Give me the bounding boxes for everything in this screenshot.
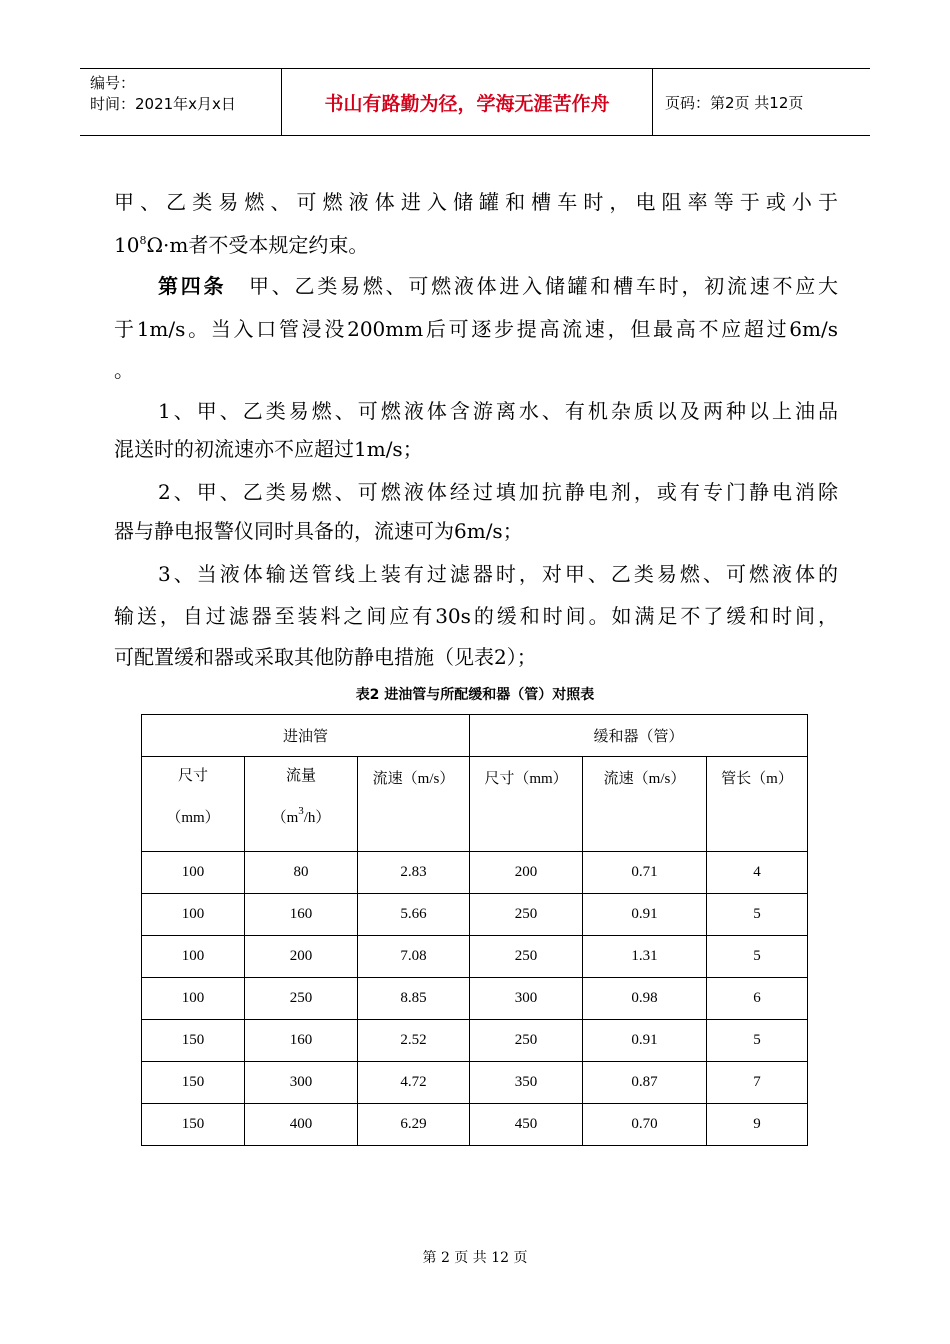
cell-buffer-size: 200 bbox=[470, 852, 583, 894]
cell-buffer-velocity: 0.91 bbox=[583, 894, 707, 936]
cell-buffer-length: 5 bbox=[707, 1020, 808, 1062]
time-label: 时间：2021年x月x日 bbox=[90, 95, 236, 113]
cell-buffer-velocity: 0.91 bbox=[583, 1020, 707, 1062]
col-header-buffer-velocity: 流速（m/s） bbox=[583, 757, 707, 852]
table-row bbox=[142, 852, 808, 894]
paragraph-5-line-1: 3、当液体输送管线上装有过滤器时，对甲、乙类易燃、可燃液体的 bbox=[158, 562, 838, 586]
group-header-inlet-pipe: 进油管 bbox=[142, 715, 470, 757]
cell-flow: 300 bbox=[245, 1062, 358, 1104]
cell-size: 100 bbox=[142, 936, 245, 978]
cell-buffer-velocity: 0.87 bbox=[583, 1062, 707, 1104]
paragraph-1-line-2 bbox=[114, 229, 838, 258]
table-row bbox=[142, 978, 808, 1020]
cell-velocity: 2.83 bbox=[358, 852, 470, 894]
cell-buffer-size: 350 bbox=[470, 1062, 583, 1104]
header-motto: 书山有路勤为径，学海无涯苦作舟 bbox=[281, 69, 653, 135]
flow-unit-base: （m bbox=[271, 810, 299, 826]
table-body bbox=[142, 852, 808, 1146]
resistivity-rest: Ω·m者不受本规定约束。 bbox=[146, 233, 369, 257]
cell-buffer-length: 7 bbox=[707, 1062, 808, 1104]
cell-buffer-size: 250 bbox=[470, 1020, 583, 1062]
table-row bbox=[142, 894, 808, 936]
paragraph-3-line-2: 混送时的初流速亦不应超过1m/s； bbox=[114, 437, 423, 461]
cell-buffer-length: 9 bbox=[707, 1104, 808, 1146]
cell-velocity: 7.08 bbox=[358, 936, 470, 978]
cell-flow: 160 bbox=[245, 894, 358, 936]
cell-velocity: 2.52 bbox=[358, 1020, 470, 1062]
col-header-velocity: 流速（m/s） bbox=[358, 757, 470, 852]
table-row bbox=[142, 1104, 808, 1146]
cell-buffer-size: 250 bbox=[470, 936, 583, 978]
col-header-buffer-size: 尺寸（mm） bbox=[470, 757, 583, 852]
cell-buffer-velocity: 0.70 bbox=[583, 1104, 707, 1146]
number-label: 编号： bbox=[90, 74, 136, 92]
cell-size: 150 bbox=[142, 1104, 245, 1146]
paragraph-4-line-2: 器与静电报警仪同时具备的，流速可为6m/s； bbox=[114, 519, 523, 543]
header-meta bbox=[80, 69, 281, 135]
cell-velocity: 5.66 bbox=[358, 894, 470, 936]
col-header-buffer-length: 管长（m） bbox=[707, 757, 808, 852]
cell-buffer-size: 300 bbox=[470, 978, 583, 1020]
flow-label: 流量 bbox=[285, 768, 316, 784]
cell-buffer-velocity: 0.98 bbox=[583, 978, 707, 1020]
table-caption: 表2 进油管与所配缓和器（管）对照表 bbox=[355, 687, 595, 703]
col-header-flow bbox=[245, 757, 358, 852]
col-header-size bbox=[142, 757, 245, 852]
cell-flow: 400 bbox=[245, 1104, 358, 1146]
header-page-info: 页码：第2页 共12页 bbox=[665, 93, 804, 112]
table-row bbox=[142, 1062, 808, 1104]
size-unit: （mm） bbox=[166, 810, 220, 826]
flow-unit-exponent: 3 bbox=[298, 805, 304, 817]
cell-velocity: 4.72 bbox=[358, 1062, 470, 1104]
cell-buffer-velocity: 1.31 bbox=[583, 936, 707, 978]
table-row bbox=[142, 1020, 808, 1062]
cell-buffer-length: 4 bbox=[707, 852, 808, 894]
cell-flow: 250 bbox=[245, 978, 358, 1020]
cell-velocity: 8.85 bbox=[358, 978, 470, 1020]
cell-buffer-length: 5 bbox=[707, 894, 808, 936]
paragraph-2-line-2: 于1m/s。当入口管浸没200mm后可逐步提高流速，但最高不应超过6m/s bbox=[114, 317, 838, 341]
cell-buffer-size: 450 bbox=[470, 1104, 583, 1146]
page-footer: 第 2 页 共 12 页 bbox=[422, 1250, 528, 1266]
size-label: 尺寸 bbox=[177, 768, 208, 784]
cell-buffer-length: 5 bbox=[707, 936, 808, 978]
paragraph-3-line-1: 1、甲、乙类易燃、可燃液体含游离水、有机杂质以及两种以上油品 bbox=[158, 399, 838, 423]
article-label: 第四条 bbox=[158, 274, 227, 298]
article-text: 甲、乙类易燃、可燃液体进入储罐和槽车时，初流速不应大 bbox=[246, 274, 839, 298]
cell-buffer-velocity: 0.71 bbox=[583, 852, 707, 894]
paragraph-2-line-1 bbox=[158, 270, 838, 299]
cell-size: 150 bbox=[142, 1062, 245, 1104]
cell-flow: 160 bbox=[245, 1020, 358, 1062]
cell-buffer-length: 6 bbox=[707, 978, 808, 1020]
group-header-buffer: 缓和器（管） bbox=[470, 715, 808, 757]
flow-unit-rest: /h） bbox=[303, 810, 331, 826]
cell-size: 100 bbox=[142, 852, 245, 894]
cell-flow: 80 bbox=[245, 852, 358, 894]
resistivity-exponent: 8 bbox=[139, 234, 147, 247]
paragraph-1-line-1: 甲、乙类易燃、可燃液体进入储罐和槽车时，电阻率等于或小于 bbox=[114, 190, 838, 214]
paragraph-5-line-3: 可配置缓和器或采取其他防静电措施（见表2）； bbox=[114, 645, 537, 669]
comparison-table bbox=[141, 714, 808, 1146]
table-row bbox=[142, 936, 808, 978]
cell-size: 100 bbox=[142, 894, 245, 936]
cell-flow: 200 bbox=[245, 936, 358, 978]
paragraph-5-line-2: 输送，自过滤器至装料之间应有30s的缓和时间。如满足不了缓和时间， bbox=[114, 604, 838, 628]
resistivity-base: 10 bbox=[114, 233, 140, 257]
cell-size: 100 bbox=[142, 978, 245, 1020]
paragraph-2-line-3: 。 bbox=[114, 358, 134, 382]
cell-velocity: 6.29 bbox=[358, 1104, 470, 1146]
cell-size: 150 bbox=[142, 1020, 245, 1062]
cell-buffer-size: 250 bbox=[470, 894, 583, 936]
page-header bbox=[80, 68, 870, 136]
paragraph-4-line-1: 2、甲、乙类易燃、可燃液体经过填加抗静电剂，或有专门静电消除 bbox=[158, 480, 838, 504]
